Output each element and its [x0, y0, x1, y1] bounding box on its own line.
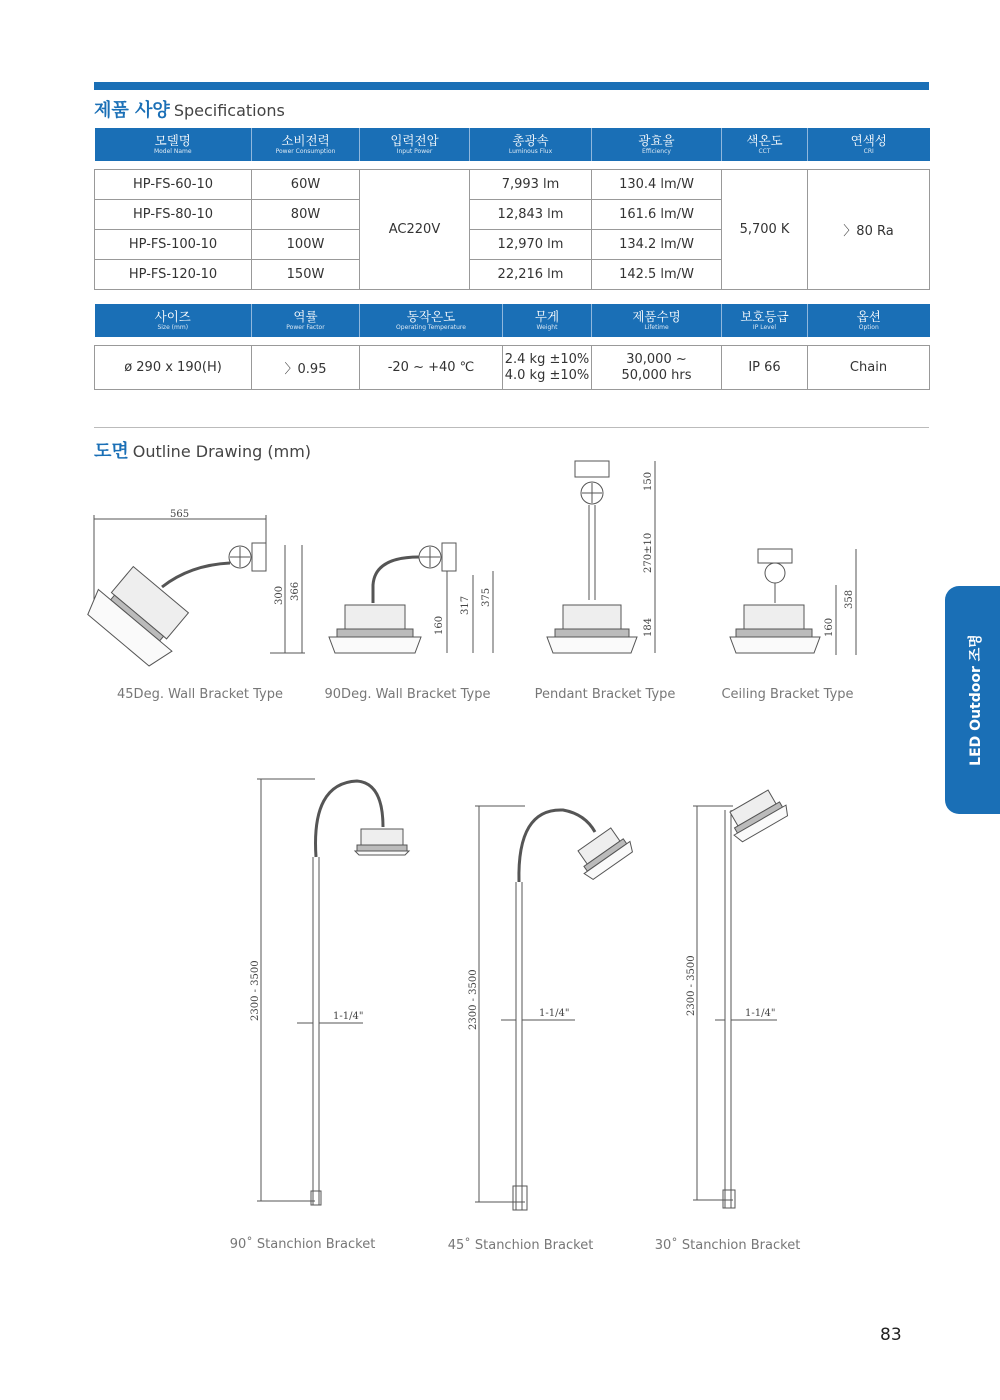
cell-weight: 2.4 kg ±10% 4.0 kg ±10% [503, 346, 592, 390]
cell-efficiency: 134.2 lm/W [592, 230, 722, 260]
caption-ceiling: Ceiling Bracket Type [721, 687, 854, 702]
cell-efficiency: 130.4 lm/W [592, 170, 722, 200]
drawing-pendant-bracket [545, 455, 665, 660]
drawing-45deg-wall-bracket [90, 505, 310, 665]
table-header-row [95, 128, 930, 161]
cell-flux: 7,993 lm [470, 170, 592, 200]
header-lifetime: 제품수명 Lifetime [592, 304, 722, 337]
table-row [95, 346, 930, 390]
cell-power: 150W [252, 260, 360, 290]
outline-drawing-title [94, 437, 311, 463]
cell-option: Chain [808, 346, 930, 390]
header-operating-temp: 동작온도 Operating Temperature [360, 304, 503, 337]
cell-efficiency: 142.5 lm/W [592, 260, 722, 290]
dim-label: 317 [460, 595, 471, 615]
header-efficiency: 광효율 Efficiency [592, 128, 722, 161]
cell-efficiency: 161.6 lm/W [592, 200, 722, 230]
pipe-dim-label: 1-1/4" [333, 1011, 364, 1022]
cell-cri: 〉80 Ra [808, 170, 930, 290]
height-dim-label: 2300 - 3500 [468, 969, 479, 1030]
header-cct: 색온도 CCT [722, 128, 808, 161]
header-flux: 총광속 Luminous Flux [470, 128, 592, 161]
cell-power: 80W [252, 200, 360, 230]
height-dim-label: 2300 - 3500 [250, 960, 261, 1021]
caption-30deg-stanchion: 30˚ Stanchion Bracket [654, 1238, 801, 1253]
cell-model: HP-FS-80-10 [95, 200, 252, 230]
drawing-ceiling-bracket [728, 545, 868, 660]
dim-label: 300 [274, 585, 285, 605]
cell-model: HP-FS-60-10 [95, 170, 252, 200]
outline-drawing-title-ko: 도면 [94, 441, 129, 462]
pipe-dim-label: 1-1/4" [745, 1008, 776, 1019]
outline-drawing-title-en: Outline Drawing (mm) [132, 442, 312, 461]
cell-model: HP-FS-100-10 [95, 230, 252, 260]
caption-90deg-wall: 90Deg. Wall Bracket Type [324, 687, 491, 702]
table-row [95, 170, 930, 200]
header-power-factor: 역률 Power Factor [252, 304, 360, 337]
dim-label: 160 [824, 617, 835, 637]
header-power: 소비전력 Power Consumption [252, 128, 360, 161]
header-ip-level: 보호등급 IP Level [722, 304, 808, 337]
drawing-90deg-wall-bracket [325, 535, 505, 660]
header-option: 옵션 Option [808, 304, 930, 337]
cell-power: 100W [252, 230, 360, 260]
height-dim-label: 2300 - 3500 [686, 955, 697, 1016]
dim-label: 375 [481, 587, 492, 607]
cell-flux: 12,970 lm [470, 230, 592, 260]
cell-operating-temp: -20 ~ +40 ℃ [360, 346, 503, 390]
cell-cct: 5,700 K [722, 170, 808, 290]
cell-flux: 22,216 lm [470, 260, 592, 290]
dim-label: 160 [434, 615, 445, 635]
cell-power-factor: 〉0.95 [252, 346, 360, 390]
drawing-30deg-stanchion [685, 780, 805, 1215]
caption-45deg-wall: 45Deg. Wall Bracket Type [117, 687, 283, 702]
pipe-dim-label: 1-1/4" [539, 1008, 570, 1019]
table-header-row [95, 304, 930, 337]
dim-label: 358 [844, 589, 855, 609]
specifications-title-en: Specifications [173, 101, 285, 120]
side-category-label: LED Outdoor 조명 [968, 634, 984, 766]
dim-label: 565 [170, 509, 190, 520]
dim-label: 150 [643, 471, 654, 491]
cell-size: ø 290 x 190(H) [95, 346, 252, 390]
header-cri: 연색성 CRI [808, 128, 930, 161]
specifications-title [94, 96, 285, 122]
cell-ip-level: IP 66 [722, 346, 808, 390]
page-number: 83 [880, 1325, 902, 1345]
cell-input: AC220V [360, 170, 470, 290]
header-model: 모델명 Model Name [95, 128, 252, 161]
dim-label: 184 [643, 617, 654, 637]
drawing-45deg-stanchion [465, 800, 635, 1215]
caption-pendant: Pendant Bracket Type [534, 687, 676, 702]
dim-label: 366 [290, 581, 301, 601]
side-category-tab[interactable] [945, 586, 1000, 814]
drawing-90deg-stanchion [245, 775, 415, 1215]
header-size: 사이즈 Size (mm) [95, 304, 252, 337]
section-divider [94, 427, 929, 428]
header-weight: 무게 Weight [503, 304, 592, 337]
top-accent-bar [94, 82, 929, 90]
cell-power: 60W [252, 170, 360, 200]
caption-90deg-stanchion: 90˚ Stanchion Bracket [229, 1237, 376, 1252]
specifications-title-ko: 제품 사양 [94, 100, 170, 121]
cell-model: HP-FS-120-10 [95, 260, 252, 290]
dim-label: 270±10 [643, 532, 654, 573]
spec-table-physical [94, 304, 930, 390]
cell-lifetime: 30,000 ~ 50,000 hrs [592, 346, 722, 390]
cell-flux: 12,843 lm [470, 200, 592, 230]
spec-table-electrical [94, 128, 930, 290]
header-input: 입력전압 Input Power [360, 128, 470, 161]
caption-45deg-stanchion: 45˚ Stanchion Bracket [447, 1238, 594, 1253]
